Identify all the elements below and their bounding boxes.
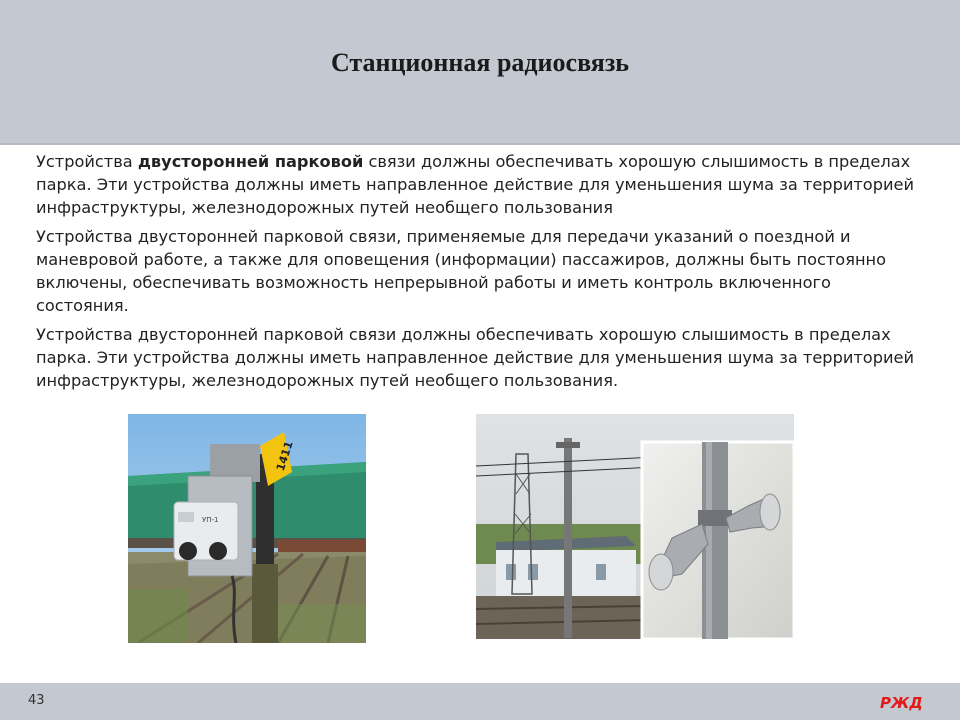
slide-body (36, 150, 916, 398)
paragraph-2: Устройства двусторонней парковой связи, применяемые для передачи указаний о поездной и маневровой работе, а также для оповещения (информации) пассажиров, должны быть постоянно включены, обеспечивать возможность непрерывной работы и иметь контроль включенного состояния. (36, 227, 887, 315)
photo-loudspeakers (476, 414, 794, 639)
photo-device-label: УП-1 (202, 516, 219, 524)
paragraph-3: Устройства двусторонней парковой связи должны обеспечивать хорошую слышимость в пределах парка. Эти устройства должны иметь направленное действие для уменьшения шума за территорией инфраструктуры, железнодорожных путей необщего пользования. (36, 325, 914, 390)
photo-sign-number: 1411 (273, 439, 296, 473)
paragraph-1-bold: двусторонней парковой (137, 152, 364, 171)
paragraph-1-prefix: Устройства (36, 152, 138, 171)
photo-park-intercom (128, 414, 366, 643)
paragraph-1 (36, 150, 916, 219)
slide-title: Станционная радиосвязь (330, 48, 630, 77)
rzd-logo (878, 690, 924, 714)
footer-band (0, 683, 960, 720)
page-number: 43 (28, 693, 45, 708)
svg-text:РЖД: РЖД (880, 694, 923, 712)
paragraph-1-suffix: связи должны обеспечивать хорошую слышимость в пределах парка. Эти устройства должны иметь направленное действие для уменьшения шума за территорией инфраструктуры, железнодорожных путей необщего пользования (36, 152, 914, 217)
